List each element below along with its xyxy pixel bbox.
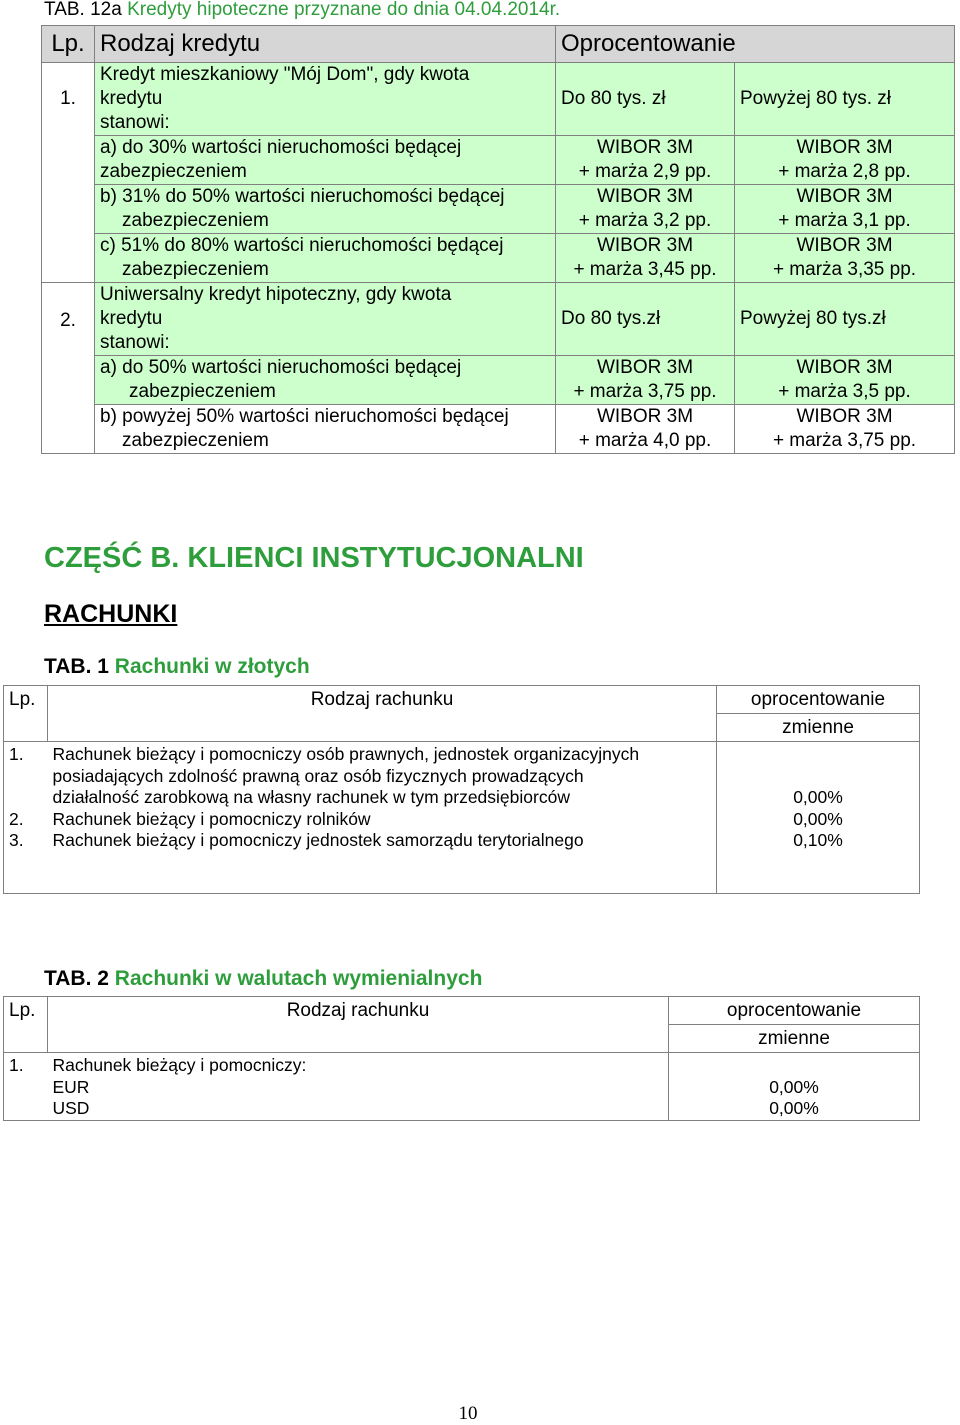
row-lp (4, 1053, 48, 1121)
rate-value: 0,00% (769, 1098, 819, 1118)
rate-line: WIBOR 3M (596, 235, 694, 256)
desc-line: stanowi: (100, 332, 170, 353)
rate-line: WIBOR 3M (796, 406, 893, 427)
table-row (42, 185, 955, 234)
ltv-line: a) do 30% wartości nieruchomości będącej (100, 137, 462, 158)
ltv-line: c) 51% do 80% wartości nieruchomości będącej (100, 235, 504, 256)
rate-line: + marża 3,2 pp. (578, 210, 712, 231)
threshold-high: Powyżej 80 tys.zł (735, 283, 955, 356)
account-line: posiadających zdolność prawną oraz osób fizycznych prowadzących (52, 765, 584, 786)
rate-line: + marża 3,1 pp. (778, 210, 911, 231)
ltv-line: b) powyżej 50% wartości nieruchomości będącej (100, 406, 509, 427)
table-row (42, 63, 955, 136)
ltv-line: zabezpieczeniem (129, 381, 276, 402)
ltv-line: a) do 50% wartości nieruchomości będącej (100, 357, 462, 378)
ltv-range (95, 405, 556, 454)
tab12a-title (44, 0, 560, 20)
rate-line: + marża 4,0 pp. (578, 430, 712, 451)
rate-low (556, 356, 735, 405)
rate-line: WIBOR 3M (596, 186, 694, 207)
lp-value: 1. (60, 88, 76, 109)
lp-value: 3. (9, 830, 24, 850)
tab2-text: Rachunki w walutach wymienialnych (114, 967, 483, 990)
rate-line: WIBOR 3M (596, 357, 694, 378)
tab1-text: Rachunki w złotych (114, 655, 310, 678)
row-lp (42, 283, 95, 454)
rate-value: 0,10% (793, 830, 843, 850)
row-lp (4, 742, 48, 894)
lp-value: 2. (60, 310, 76, 331)
tab2-title (44, 967, 482, 991)
header-rate: oprocentowanie (717, 686, 920, 714)
rate-line: + marża 3,5 pp. (778, 381, 911, 402)
currency-line: EUR (52, 1076, 90, 1097)
lp-value: 1. (9, 744, 24, 764)
rate-line: + marża 3,35 pp. (772, 259, 917, 280)
threshold-low: Do 80 tys. zł (556, 63, 735, 136)
pln-accounts-table (3, 685, 920, 894)
ltv-line: zabezpieczeniem (122, 259, 269, 280)
header-lp: Lp. (4, 686, 48, 742)
header-lp: Lp. (42, 26, 95, 63)
rate-low (556, 185, 735, 234)
section-b-heading: CZĘŚĆ B. KLIENCI INSTYTUCJONALNI (44, 542, 584, 574)
header-lp: Lp. (4, 997, 48, 1053)
rate-value: 0,00% (769, 1076, 819, 1097)
rate-line: WIBOR 3M (796, 235, 893, 256)
table-header-row (4, 997, 920, 1025)
rate-low (556, 234, 735, 283)
rate-line: WIBOR 3M (596, 406, 694, 427)
rate-high (735, 136, 955, 185)
desc-line: Kredyt mieszkaniowy "Mój Dom", gdy kwota (100, 64, 470, 85)
rate-value: 0,00% (793, 787, 843, 807)
header-rate: Oprocentowanie (556, 26, 955, 63)
loan-description (95, 283, 556, 356)
rate-line: + marża 3,75 pp. (573, 381, 717, 402)
rate-high (735, 356, 955, 405)
row-lp (42, 63, 95, 283)
desc-line: stanowi: (100, 112, 170, 133)
ltv-line: zabezpieczeniem (122, 210, 269, 231)
desc-line: kredytu (100, 88, 163, 109)
page-number: 10 (458, 1403, 478, 1424)
threshold-high: Powyżej 80 tys. zł (735, 63, 955, 136)
account-line: działalność zarobkową na własny rachunek w tym przedsiębiorców (52, 787, 570, 807)
mortgage-rates-table (41, 25, 955, 454)
rate-value: 0,00% (793, 808, 843, 829)
lp-value: 2. (9, 808, 24, 829)
header-rate-variable: zmienne (669, 1025, 920, 1053)
header-rate-variable: zmienne (717, 714, 920, 742)
rate-line: + marża 2,8 pp. (778, 161, 911, 182)
table-row (42, 234, 955, 283)
header-rate: oprocentowanie (669, 997, 920, 1025)
rate-high (735, 234, 955, 283)
account-line: Rachunek bieżący i pomocniczy osób prawnych, jednostek organizacyjnych (52, 744, 640, 764)
account-line: Rachunek bieżący i pomocniczy: (52, 1055, 307, 1075)
header-type: Rodzaj rachunku (48, 686, 717, 742)
accounts-heading: RACHUNKI (44, 600, 178, 628)
ltv-range (95, 234, 556, 283)
table-row (42, 283, 955, 356)
rate-low (556, 405, 735, 454)
currency-line: USD (52, 1098, 90, 1118)
tab12a-title-prefix: TAB. 12a (44, 0, 122, 20)
desc-line: kredytu (100, 308, 163, 329)
rate-line: WIBOR 3M (596, 137, 694, 158)
rates (717, 742, 920, 894)
tab2-prefix: TAB. 2 (44, 967, 109, 990)
ltv-range (95, 185, 556, 234)
table-row (42, 405, 955, 454)
ltv-line: zabezpieczeniem (122, 430, 269, 451)
table-row (4, 742, 920, 894)
threshold-low: Do 80 tys.zł (556, 283, 735, 356)
account-line: Rachunek bieżący i pomocniczy rolników (52, 808, 371, 829)
table-row (42, 136, 955, 185)
account-types (48, 1053, 669, 1121)
rate-line: + marża 3,75 pp. (772, 430, 917, 451)
header-type: Rodzaj kredytu (95, 26, 556, 63)
account-types (48, 742, 717, 894)
tab1-prefix: TAB. 1 (44, 655, 109, 678)
lp-value: 1. (9, 1055, 24, 1075)
table-row (42, 356, 955, 405)
rate-high (735, 185, 955, 234)
rate-low (556, 136, 735, 185)
rates (669, 1053, 920, 1121)
table-header-row (4, 686, 920, 714)
ltv-range (95, 356, 556, 405)
tab12a-title-text: Kredyty hipoteczne przyznane do dnia 04.04.2014r. (127, 0, 561, 20)
table-header-row (42, 26, 955, 63)
rate-line: + marża 2,9 pp. (578, 161, 712, 182)
ltv-line: b) 31% do 50% wartości nieruchomości będącej (100, 186, 505, 207)
rate-line: WIBOR 3M (796, 186, 893, 207)
rate-high (735, 405, 955, 454)
rate-line: WIBOR 3M (796, 137, 893, 158)
loan-description (95, 63, 556, 136)
table-row (4, 1053, 920, 1121)
rate-line: + marża 3,45 pp. (573, 259, 717, 280)
tab1-title (44, 655, 310, 679)
desc-line: Uniwersalny kredyt hipoteczny, gdy kwota (100, 284, 452, 305)
ltv-line: zabezpieczeniem (100, 161, 247, 182)
ltv-range (95, 136, 556, 185)
header-type: Rodzaj rachunku (48, 997, 669, 1053)
account-line: Rachunek bieżący i pomocniczy jednostek samorządu terytorialnego (52, 830, 584, 850)
rate-line: WIBOR 3M (796, 357, 893, 378)
fx-accounts-table (3, 996, 920, 1121)
